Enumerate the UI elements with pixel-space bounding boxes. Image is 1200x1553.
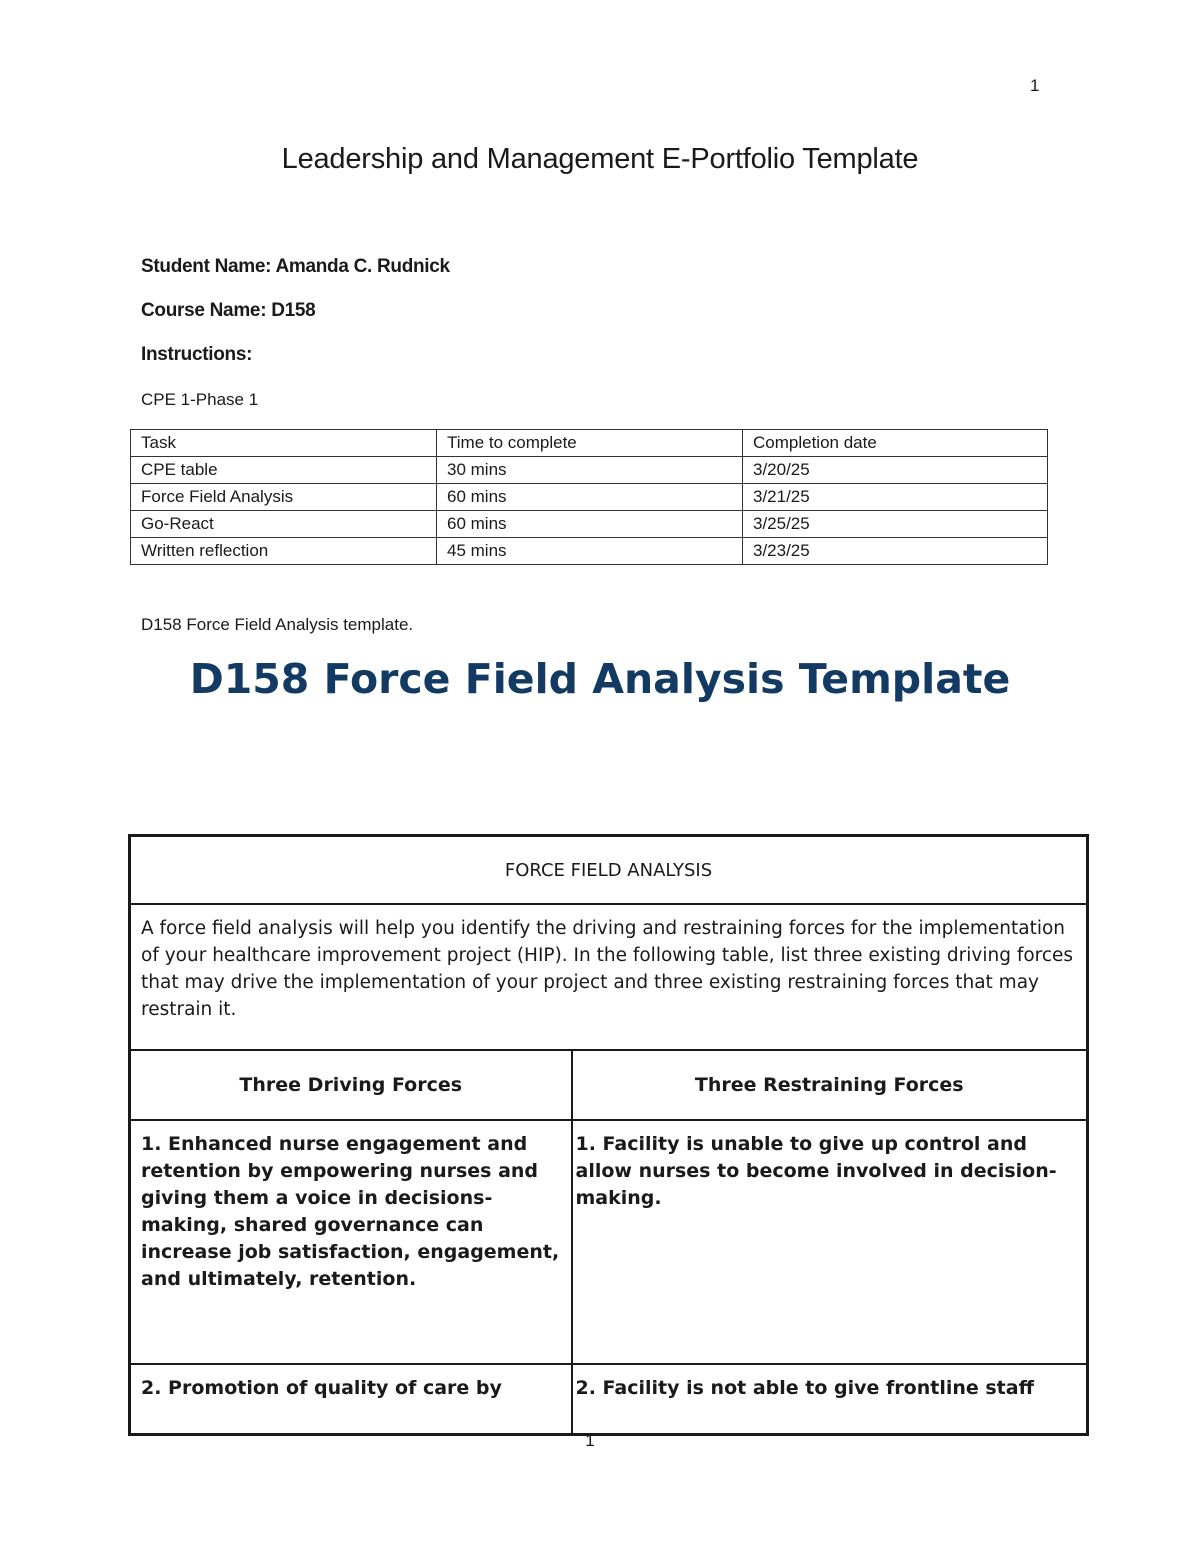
- restraining-force-cell: 2. Facility is not able to give frontline staff: [572, 1364, 1088, 1435]
- time-cell: 30 mins: [437, 457, 743, 484]
- course-name-line: [141, 300, 315, 322]
- ffa-column-header-row: [130, 1050, 1088, 1120]
- task-cell: Force Field Analysis: [131, 484, 437, 511]
- ffa-intro-text: A force field analysis will help you identify the driving and restraining forces for the implementation of your healthcare improvement project (HIP). In the following table, list three existing driving forces that may drive the implementation of your project and three existing restraining forces that may restrain it.: [130, 904, 1088, 1050]
- tasks-table-header-row: [131, 430, 1048, 457]
- time-cell: 60 mins: [437, 511, 743, 538]
- date-cell: 3/23/25: [743, 538, 1048, 565]
- instructions-label: Instructions:: [141, 344, 253, 365]
- table-row: [131, 511, 1048, 538]
- page-number-bottom: 1: [585, 1431, 595, 1450]
- tasks-header-date: Completion date: [743, 430, 1048, 457]
- table-row: [131, 457, 1048, 484]
- task-cell: Written reflection: [131, 538, 437, 565]
- table-row: [130, 1364, 1088, 1435]
- ffa-title: D158 Force Field Analysis Template: [189, 655, 1011, 703]
- student-name-label: Student Name:: [141, 256, 272, 277]
- page-number-top: 1: [1030, 76, 1040, 95]
- tasks-header-time: Time to complete: [437, 430, 743, 457]
- date-cell: 3/25/25: [743, 511, 1048, 538]
- date-cell: 3/20/25: [743, 457, 1048, 484]
- date-cell: 3/21/25: [743, 484, 1048, 511]
- driving-forces-header: Three Driving Forces: [130, 1050, 572, 1120]
- student-name-line: [141, 256, 450, 278]
- driving-force-cell: 1. Enhanced nurse engagement and retention by empowering nurses and giving them a voice in decisions-making, shared governance can increase job satisfaction, engagement, and ultimately, retention.: [130, 1120, 572, 1364]
- table-row: [131, 538, 1048, 565]
- tasks-table: [130, 429, 1048, 565]
- force-field-analysis-table: [128, 834, 1089, 1436]
- ffa-heading-row: [130, 836, 1088, 905]
- course-name-value: D158: [271, 300, 316, 321]
- time-cell: 60 mins: [437, 484, 743, 511]
- task-cell: Go-React: [131, 511, 437, 538]
- document-title: Leadership and Management E-Portfolio Template: [281, 143, 919, 175]
- ffa-heading: FORCE FIELD ANALYSIS: [130, 836, 1088, 905]
- course-name-label: Course Name:: [141, 300, 267, 321]
- restraining-forces-header: Three Restraining Forces: [572, 1050, 1088, 1120]
- tasks-header-task: Task: [131, 430, 437, 457]
- driving-force-cell: 2. Promotion of quality of care by: [130, 1364, 572, 1435]
- ffa-intro-row: [130, 904, 1088, 1050]
- phase-label: CPE 1-Phase 1: [141, 390, 259, 409]
- student-name-value: Amanda C. Rudnick: [275, 256, 450, 277]
- ffa-caption: D158 Force Field Analysis template.: [141, 615, 414, 634]
- task-cell: CPE table: [131, 457, 437, 484]
- restraining-force-cell: 1. Facility is unable to give up control and allow nurses to become involved in decision-making.: [572, 1120, 1088, 1364]
- table-row: [130, 1120, 1088, 1364]
- time-cell: 45 mins: [437, 538, 743, 565]
- table-row: [131, 484, 1048, 511]
